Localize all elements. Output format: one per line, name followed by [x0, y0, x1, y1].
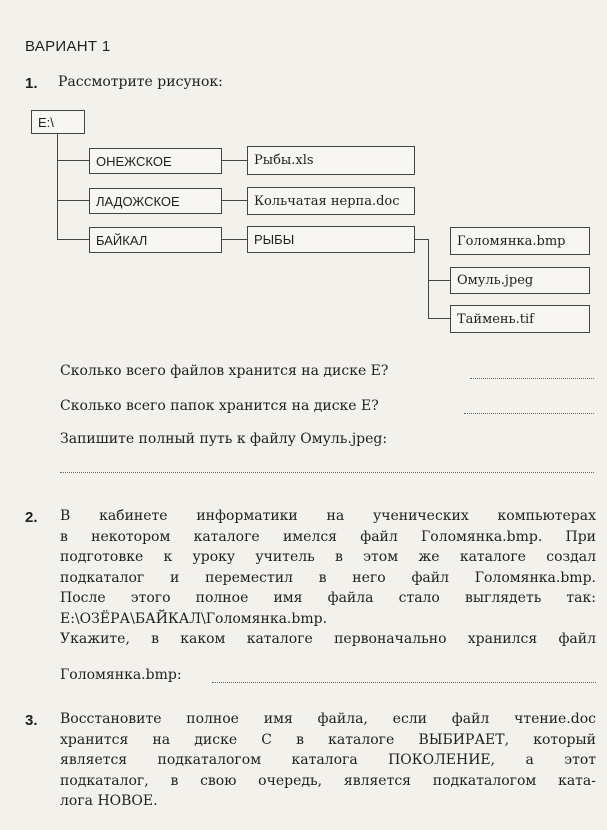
tree-node-root: E:\ [31, 110, 85, 134]
question-3-number: 3. [25, 712, 38, 729]
question-1-number: 1. [25, 75, 38, 92]
question-2-line: Укажите, в каком каталоге первоначально хранился файл [60, 631, 596, 647]
question-2-number: 2. [25, 509, 38, 526]
question-2-text [60, 506, 596, 650]
tree-branch-line [57, 200, 89, 201]
tree-node-file: Омуль.jpeg [450, 267, 590, 294]
question-3-text [60, 709, 596, 812]
tree-node-file: Кольчатая нерпа.doc [247, 187, 415, 215]
answer-line[interactable] [212, 682, 596, 683]
answer-line[interactable] [464, 413, 594, 414]
tree-node-file: Голомянка.bmp [450, 227, 590, 255]
tree-branch-line [57, 239, 89, 240]
tree-trunk-line [57, 132, 58, 239]
tree-node-folder: БАЙКАЛ [89, 227, 222, 253]
question-1-line: Сколько всего файлов хранится на диске E? [60, 363, 389, 379]
tree-branch-line [428, 318, 450, 319]
question-2-line: E:\ОЗЁРА\БАЙКАЛ\Голомянка.bmp. [60, 610, 328, 627]
variant-heading: ВАРИАНТ 1 [25, 38, 111, 55]
answer-line[interactable] [470, 378, 594, 379]
question-3-line: лога НОВОЕ. [60, 793, 158, 809]
question-2-line: подкаталог и переместил в него файл Голомянка.bmp. [60, 569, 596, 586]
question-3-line: подкаталог, в свою очередь, является подкаталогом ката- [60, 772, 596, 789]
tree-node-file: Таймень.tif [450, 305, 590, 333]
tree-branch-line [221, 239, 247, 240]
tree-node-folder: РЫБЫ [247, 226, 415, 253]
question-2-line: После этого полное имя файла стало выглядеть так: [60, 590, 596, 606]
question-2-line: Голомянка.bmp: [60, 667, 182, 683]
question-1-text: Рассмотрите рисунок: [58, 74, 223, 90]
tree-branch-line [428, 280, 450, 281]
question-3-line: Восстановите полное имя файла, если файл чтение.doc [60, 711, 596, 727]
tree-node-file: Рыбы.xls [247, 146, 415, 175]
tree-branch-line [221, 200, 247, 201]
tree-branch-line [221, 160, 247, 161]
tree-node-folder: ЛАДОЖСКОЕ [89, 188, 222, 214]
tree-trunk-line [428, 239, 429, 318]
question-3-line: хранится на диске С в каталоге ВЫБИРАЕТ, который [60, 731, 596, 748]
tree-branch-line [414, 239, 428, 240]
question-1-line: Сколько всего папок хранится на диске E? [60, 398, 379, 414]
question-2-line: В кабинете информатики на ученических компьютерах [60, 508, 596, 524]
question-1-line: Запишите полный путь к файлу Омуль.jpeg: [60, 431, 388, 447]
tree-node-folder: ОНЕЖСКОЕ [89, 148, 222, 174]
question-2-line: в некотором каталоге имелся файл Голомянка.bmp. При [60, 528, 596, 545]
question-2-line: подготовке к уроку учитель в этом же каталоге создал [60, 549, 596, 565]
question-3-line: является подкаталогом каталога ПОКОЛЕНИЕ, а этот [60, 752, 596, 768]
tree-branch-line [57, 160, 89, 161]
answer-line[interactable] [60, 472, 594, 473]
